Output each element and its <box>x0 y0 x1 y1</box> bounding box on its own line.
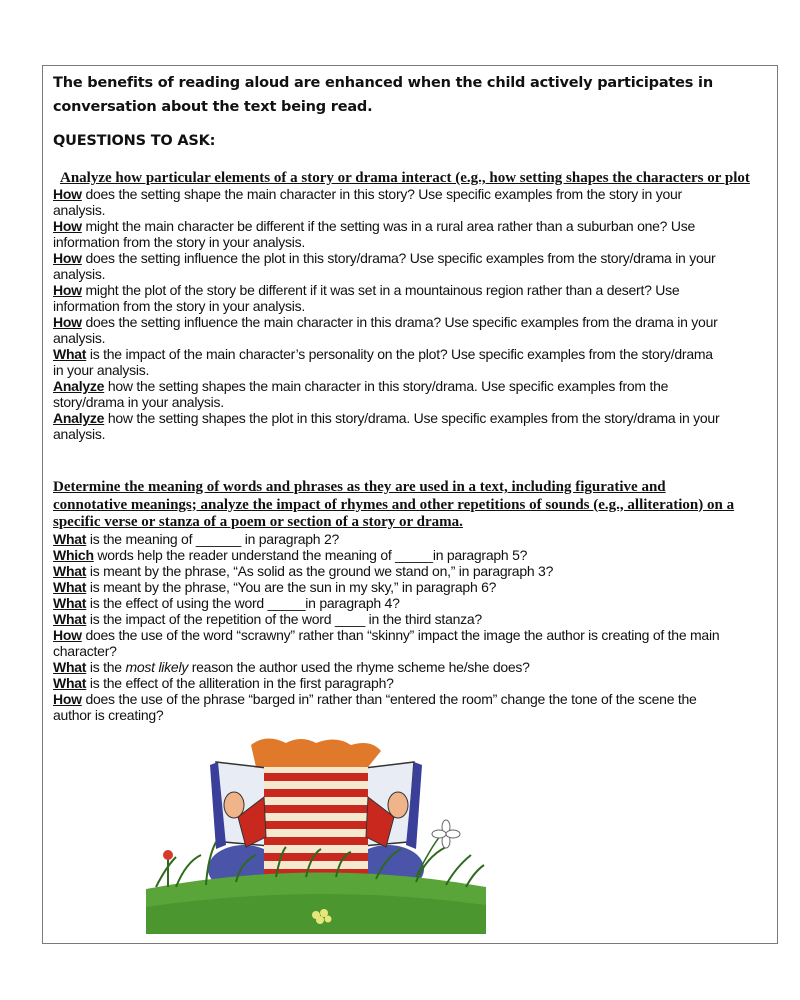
standard-heading-1: Analyze how particular elements of a story or drama interact (e.g., how setting shapes the characters or plot <box>60 170 750 186</box>
question-text: is the effect of using the word _____in paragraph 4? <box>89 595 400 611</box>
question-text: does the setting influence the main character in this drama? Use specific examples from the drama in your <box>85 314 718 330</box>
question-keyword: What <box>53 563 87 579</box>
standard-2-line-1: Determine the meaning of words and phrases as they are used in a text, including figurative and <box>53 479 666 495</box>
question-text: does the use of the phrase “barged in” rather than “entered the room” change the tone of the scene the <box>85 691 697 707</box>
question-text: story/drama in your analysis. <box>53 394 224 410</box>
question-text: words help the reader understand the meaning of _____in paragraph 5? <box>97 547 528 563</box>
question-keyword: What <box>53 659 87 675</box>
question-item <box>53 547 773 563</box>
question-text: is meant by the phrase, “As solid as the ground we stand on,” in paragraph 3? <box>89 563 554 579</box>
question-keyword: What <box>53 611 87 627</box>
question-text: information from the story in your analysis. <box>53 298 305 314</box>
question-text: information from the story in your analysis. <box>53 234 305 250</box>
reading-child-illustration <box>146 737 486 934</box>
question-item <box>53 563 773 579</box>
question-keyword: How <box>53 691 82 707</box>
white-flower-icon <box>432 820 460 848</box>
question-list-word-meaning <box>53 531 773 723</box>
question-keyword: How <box>53 250 82 266</box>
question-item <box>53 659 773 675</box>
question-text: does the setting shape the main character in this story? Use specific examples from the story in your <box>85 186 682 202</box>
question-keyword: How <box>53 314 82 330</box>
question-item <box>53 595 773 611</box>
question-list-setting <box>53 186 773 442</box>
question-text: is the meaning of ______ in paragraph 2? <box>89 531 340 547</box>
question-item <box>53 346 773 378</box>
question-keyword: What <box>53 579 87 595</box>
question-keyword: How <box>53 282 82 298</box>
question-text: is the <box>89 659 126 675</box>
question-keyword: How <box>53 186 82 202</box>
question-text: analysis. <box>53 426 106 442</box>
standard-2-line-2: connotative meanings; analyze the impact of rhymes and other repetitions of sounds (e.g., alliteration) on a <box>53 496 735 513</box>
question-text-italic: most likely <box>125 659 189 675</box>
question-item <box>53 282 773 314</box>
hair-shape <box>251 738 381 767</box>
question-text: is the impact of the main character’s personality on the plot? Use specific examples from the story/drama <box>89 346 713 362</box>
standard-2-line-3: specific verse or stanza of a poem or section of a story or drama. <box>53 514 463 530</box>
question-keyword: What <box>53 595 87 611</box>
question-text: is the impact of the repetition of the word ____ in the third stanza? <box>89 611 482 627</box>
question-item <box>53 627 773 659</box>
question-item <box>53 186 773 218</box>
reading-child-image <box>146 737 486 934</box>
question-item <box>53 378 773 410</box>
white-flower-stem <box>416 835 441 877</box>
question-keyword: Analyze <box>53 378 105 394</box>
question-keyword: What <box>53 531 87 547</box>
question-text: analysis. <box>53 330 106 346</box>
question-item <box>53 579 773 595</box>
question-text: in your analysis. <box>53 362 150 378</box>
question-text: might the main character be different if the setting was in a rural area rather than a suburban one? Use <box>85 218 696 234</box>
question-keyword: Analyze <box>53 410 105 426</box>
question-item <box>53 410 773 442</box>
question-text: how the setting shapes the main character in this story/drama. Use specific examples from the <box>107 378 669 394</box>
intro-line-2: conversation about the text being read. <box>53 99 373 115</box>
question-text: is the effect of the alliteration in the first paragraph? <box>89 675 394 691</box>
question-text: analysis. <box>53 202 106 218</box>
question-keyword: How <box>53 218 82 234</box>
question-item <box>53 675 773 691</box>
standard-heading-2 <box>53 479 773 532</box>
question-keyword: How <box>53 627 82 643</box>
question-item <box>53 250 773 282</box>
question-keyword: What <box>53 675 87 691</box>
question-text: does the use of the word “scrawny” rather than “skinny” impact the image the author is creating of the main <box>85 627 720 643</box>
question-text: might the plot of the story be different if it was set in a mountainous region rather than a desert? Use <box>85 282 680 298</box>
question-text: does the setting influence the plot in this story/drama? Use specific examples from the story/drama in your <box>85 250 716 266</box>
question-text: character? <box>53 643 117 659</box>
question-item <box>53 314 773 346</box>
question-item <box>53 611 773 627</box>
question-text: analysis. <box>53 266 106 282</box>
question-keyword: Which <box>53 547 94 563</box>
intro-paragraph <box>53 71 753 119</box>
question-item <box>53 691 773 723</box>
question-text: reason the author used the rhyme scheme he/she does? <box>188 659 530 675</box>
questions-heading: QUESTIONS TO ASK: <box>53 133 216 149</box>
question-text: author is creating? <box>53 707 164 723</box>
question-keyword: What <box>53 346 87 362</box>
question-text: how the setting shapes the plot in this story/drama. Use specific examples from the story/drama in your <box>107 410 720 426</box>
question-item <box>53 218 773 250</box>
red-flower-icon <box>163 850 173 860</box>
question-item <box>53 531 773 547</box>
question-text: is meant by the phrase, “You are the sun in my sky,” in paragraph 6? <box>89 579 497 595</box>
intro-line-1: The benefits of reading aloud are enhanced when the child actively participates in <box>53 75 713 91</box>
